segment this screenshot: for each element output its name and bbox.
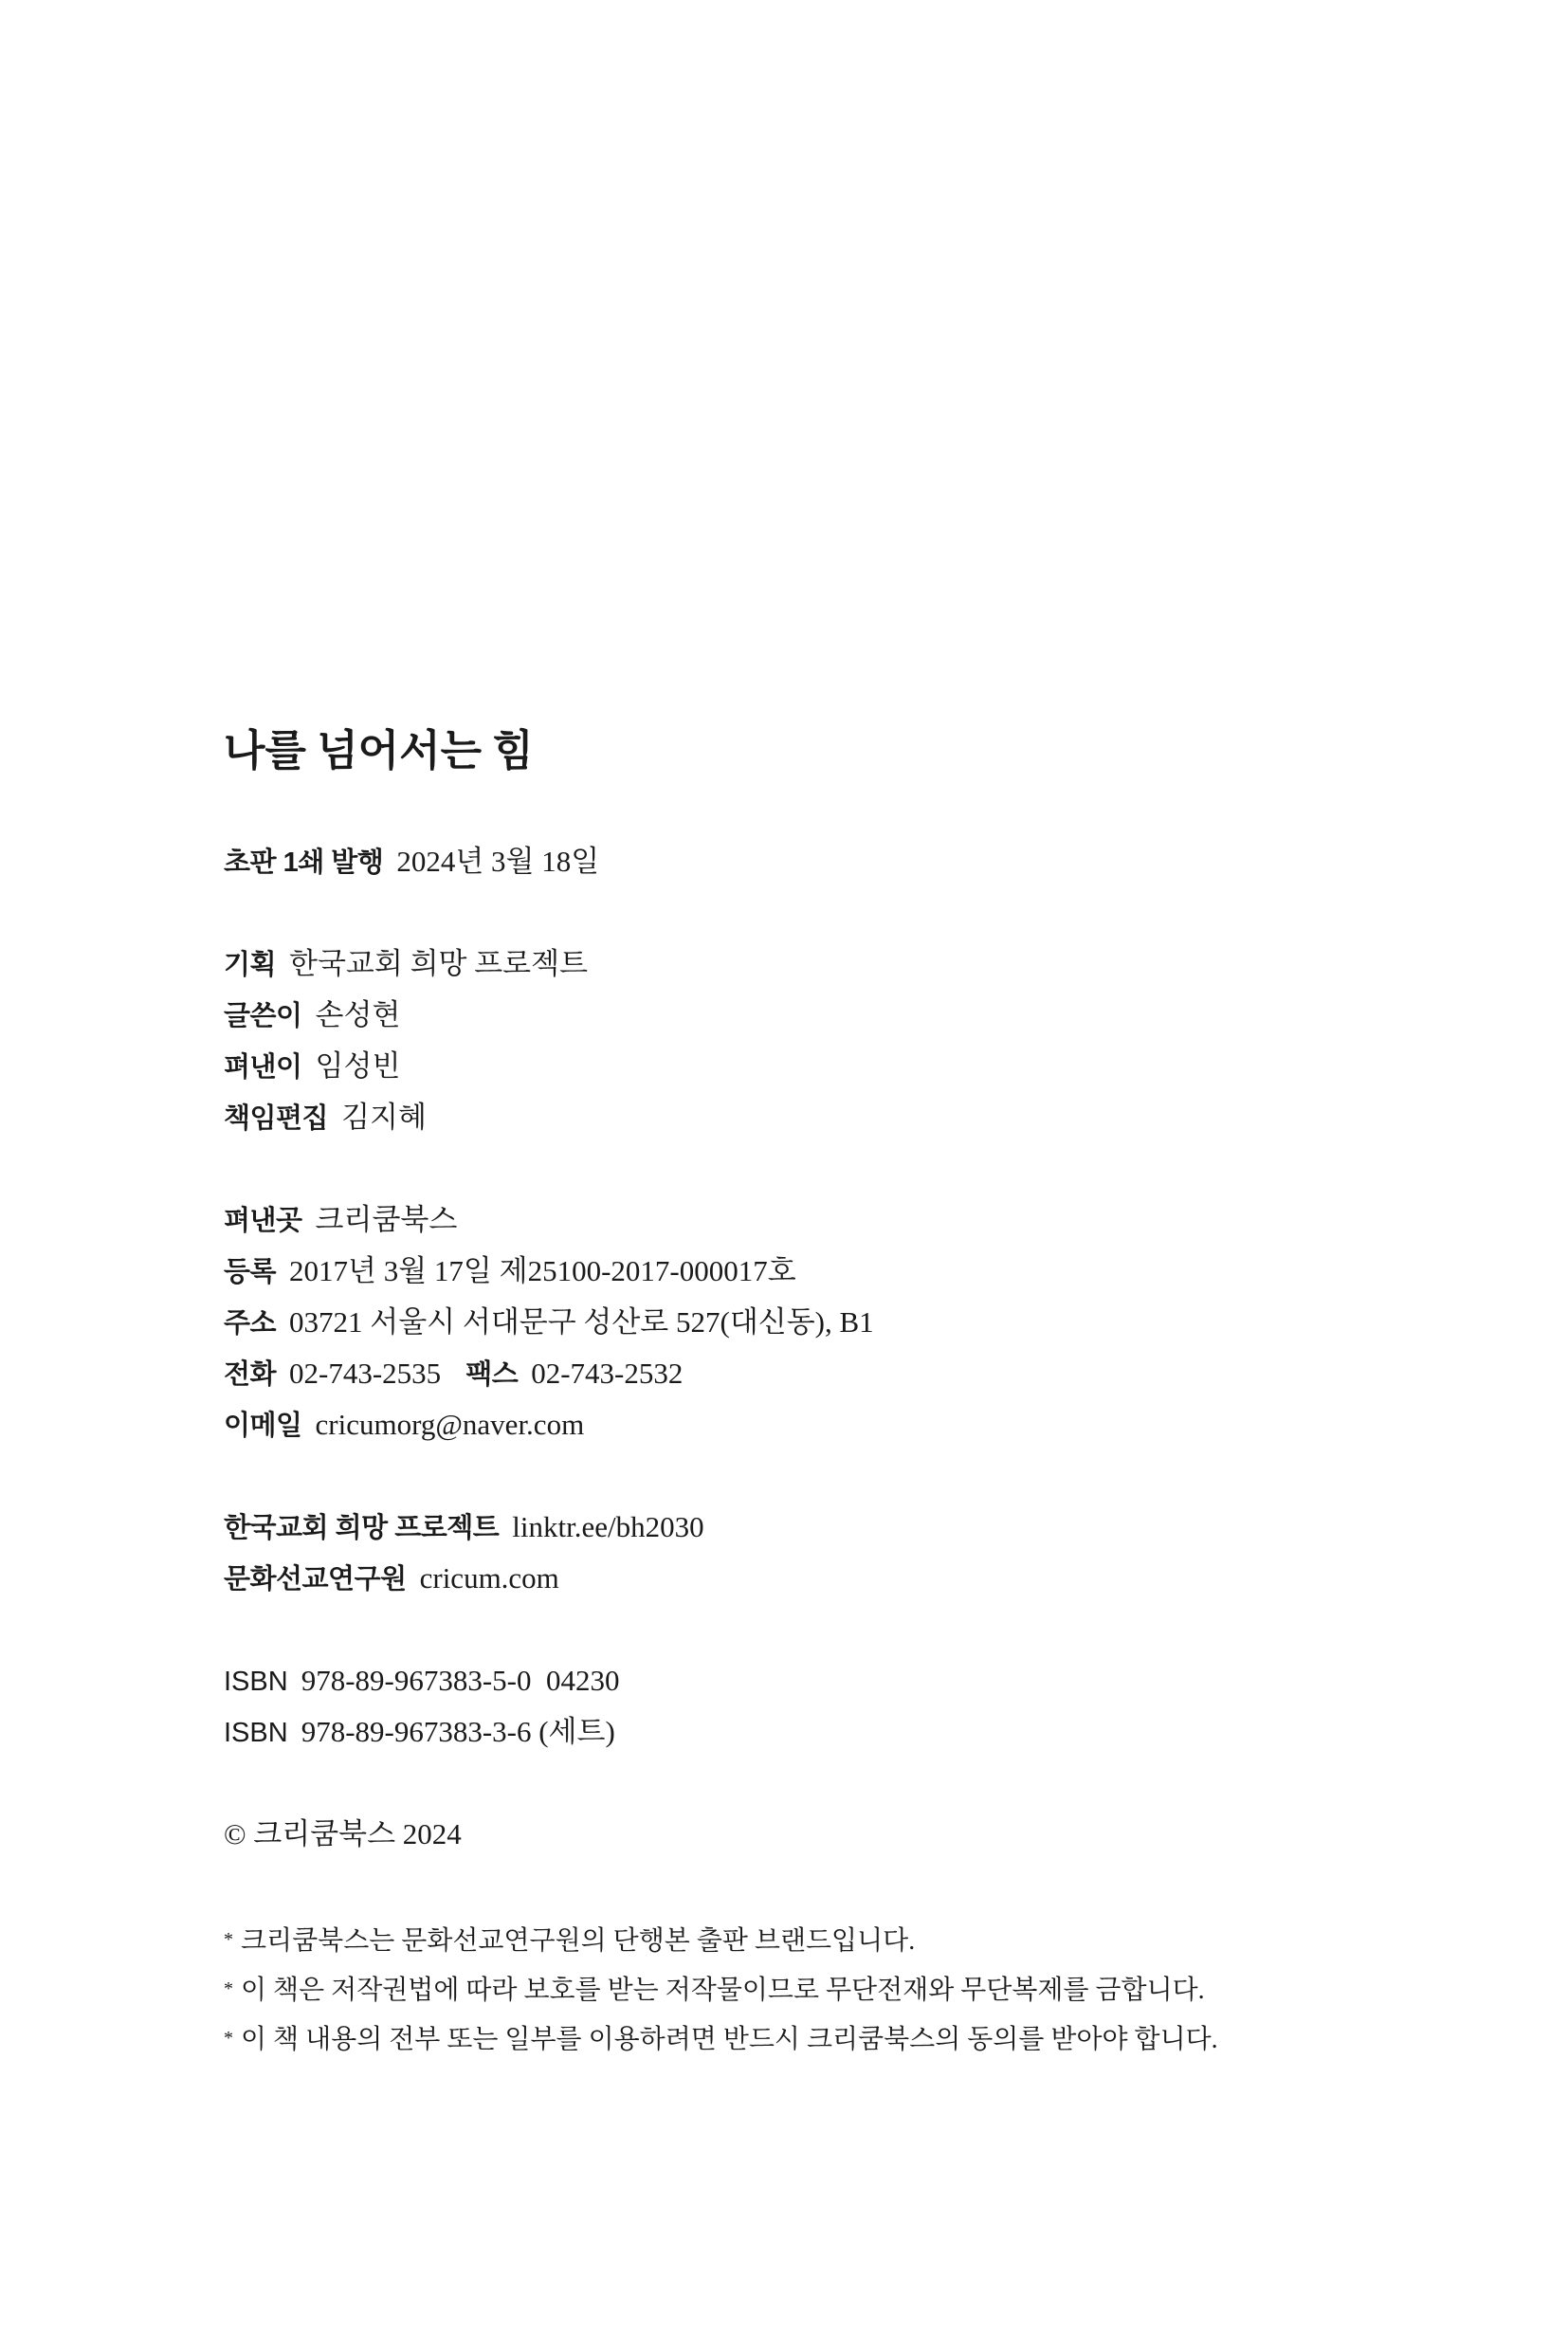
edition-label: 초판 1쇄 발행	[224, 847, 384, 878]
credit-publisher-person	[224, 1041, 1361, 1092]
note-text: 이 책 내용의 전부 또는 일부를 이용하려면 반드시 크리쿰북스의 동의를 받아야 합니다.	[241, 2025, 1218, 2054]
asterisk-icon: *	[224, 1929, 233, 1950]
credit-label: 책임편집	[224, 1103, 329, 1134]
credit-value: 한국교회 희망 프로젝트	[289, 947, 588, 980]
colophon	[224, 727, 1361, 2063]
link-url: cricum.com	[419, 1561, 559, 1595]
phone-value: 02-743-2535	[289, 1357, 442, 1390]
credit-label: 글쓴이	[224, 1001, 302, 1031]
isbn-label: ISBN	[224, 1667, 288, 1697]
note-item	[224, 1964, 1361, 2014]
asterisk-icon: *	[224, 1978, 233, 1999]
registration-label: 등록	[224, 1257, 277, 1287]
isbn-label: ISBN	[224, 1718, 288, 1748]
link-line-project	[224, 1502, 1361, 1553]
edition-line	[224, 836, 1361, 887]
link-label: 한국교회 희망 프로젝트	[224, 1513, 500, 1543]
publisher-label: 펴낸곳	[224, 1206, 302, 1236]
link-line-institute	[224, 1553, 1361, 1604]
address-value: 03721 서울시 서대문구 성산로 527(대신동), B1	[289, 1305, 874, 1339]
credit-value: 김지혜	[341, 1101, 427, 1134]
isbn-line	[224, 1655, 1361, 1706]
credit-value: 임성빈	[315, 1049, 401, 1083]
credit-planning	[224, 939, 1361, 990]
fax-value: 02-743-2532	[531, 1357, 684, 1390]
contact-line	[224, 1348, 1361, 1399]
link-label: 문화선교연구원	[224, 1564, 407, 1595]
copyright-text: © 크리쿰북스 2024	[224, 1817, 462, 1850]
publisher-line	[224, 1194, 1361, 1246]
address-line	[224, 1297, 1361, 1348]
note-item	[224, 2014, 1361, 2063]
email-line	[224, 1399, 1361, 1450]
email-value: cricumorg@naver.com	[315, 1408, 585, 1441]
copyright-line	[224, 1809, 1361, 1860]
link-url: linktr.ee/bh2030	[512, 1510, 704, 1543]
isbn-value: 978-89-967383-3-6 (세트)	[301, 1715, 615, 1748]
address-label: 주소	[224, 1308, 277, 1339]
credit-label: 펴낸이	[224, 1052, 302, 1083]
credit-author	[224, 990, 1361, 1041]
note-text: 크리쿰북스는 문화선교연구원의 단행본 출판 브랜드입니다.	[241, 1926, 916, 1956]
asterisk-icon: *	[224, 2028, 233, 2049]
isbn-line	[224, 1706, 1361, 1758]
note-item	[224, 1915, 1361, 1964]
credit-value: 손성현	[315, 998, 401, 1031]
registration-value: 2017년 3월 17일 제25100-2017-000017호	[289, 1254, 796, 1287]
registration-line	[224, 1246, 1361, 1297]
note-text: 이 책은 저작권법에 따라 보호를 받는 저작물이므로 무단전재와 무단복제를 금합니다.	[241, 1976, 1205, 2005]
edition-date: 2024년 3월 18일	[396, 845, 600, 878]
fax-label: 팩스	[465, 1359, 519, 1390]
credit-editor	[224, 1092, 1361, 1143]
email-label: 이메일	[224, 1411, 302, 1441]
credit-label: 기획	[224, 950, 277, 980]
publisher-name: 크리쿰북스	[315, 1203, 458, 1236]
phone-label: 전화	[224, 1359, 277, 1390]
book-title: 나를 넘어서는 힘	[224, 727, 534, 775]
isbn-value: 978-89-967383-5-0 04230	[301, 1664, 620, 1697]
